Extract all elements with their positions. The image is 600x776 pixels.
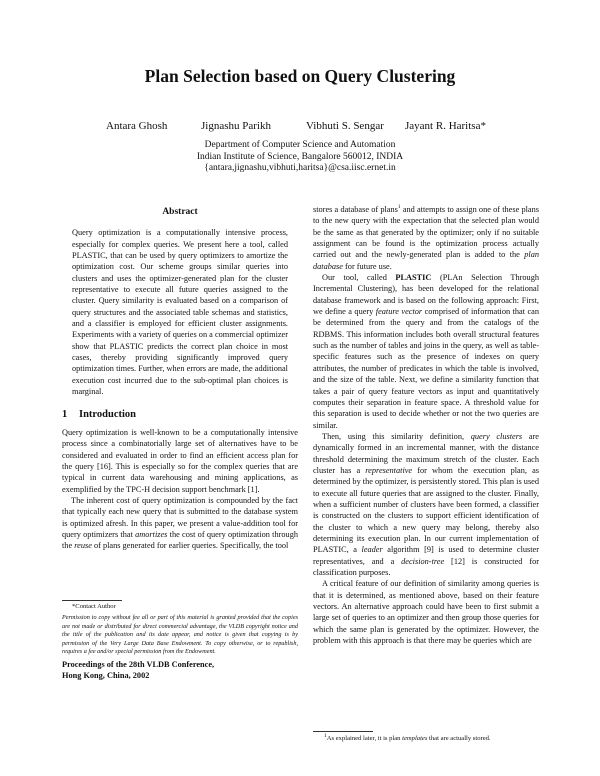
text-run: Query optimization is well-known to be a computationally intensive process since a combinatorially large set of alternatives have to be considered and evaluated in order to find an efficient access plan for the query [16]. This is especially so for the complex queries that are typical in current data warehousing and mining applications, as exemplified by the TPC-H decision support benchmark [1]. (62, 427, 298, 494)
emphasis: templates (402, 735, 428, 742)
emphasis: amortizes (135, 529, 168, 539)
text-run: (PLAn Selection Through Incremental Clustering), has been developed for the relational database framework and is based on the following approach: First, we define a query (313, 273, 539, 317)
section-heading (62, 409, 298, 420)
text-run: the cost of query optimization through the (62, 529, 298, 551)
proceedings (62, 659, 214, 681)
emphasis: reuse (74, 541, 92, 551)
intro-paragraph-1 (62, 427, 298, 495)
author-name: Antara Ghosh (106, 120, 168, 132)
author-name: Vibhuti S. Sengar (306, 120, 384, 132)
abstract-heading: Abstract (162, 207, 198, 217)
text-run: are dynamically formed in an incremental manner, with the distance threshold determining the maximum stretch of the cluster. Each cluster has a (313, 431, 539, 475)
abstract-text: Query optimization is a computationally intensive process, especially for complex queries. We present here a tool, called PLASTIC, that can be used by query optimizers to amortize the optimization cost. Our scheme groups similar queries into clusters and uses the optimizer-generated plan for the cluster representative to execute all future queries assigned to the cluster. Query similarity is evaluated based on a comparison of query structures and the associated table schemas and statistics, and a classifier is employed for efficient cluster assignments. Experiments with a variety of queries on a commercial optimizer show that PLASTIC predicts the correct plan choice in most cases, thereby providing significantly improved query optimization times. Further, when errors are made, the additional execution cost incurred due to the sub-optimal plan choices is marginal. (72, 228, 288, 397)
emphasis: representative (365, 465, 413, 475)
text-run: As explained later, it is plan (326, 735, 403, 742)
tool-name: PLASTIC (395, 273, 432, 283)
section-title: Introduction (79, 408, 136, 420)
text-run: comprised of information that can be determined from the query and from the catalogs of the RDBMS. This information includes both overall structural features such as the number of tables and joins in the query, as well as table-specific features such as the presence of indexes on query attributes, the number of predicates in which the table is involved, and the size of the table. Next, we define a similarity function that takes a pair of query feature vectors as input and quantitatively computes their separation in feature space. A threshold value for this separation is used to decide whether or not the two queries are similar. (313, 307, 539, 430)
text-run: [12] is constructed for classification purposes. (313, 556, 539, 577)
author-name: Jignashu Parikh (201, 120, 271, 132)
author-name: Jayant R. Haritsa* (405, 120, 486, 132)
paper-title: Plan Selection based on Query Clustering (144, 66, 456, 86)
emphasis: decision-tree (401, 556, 445, 566)
section-number: 1 (62, 408, 68, 420)
emphasis: plan database (313, 250, 539, 271)
body-paragraph: A critical feature of our definition of similarity among queries is that it is determined, as mentioned above, based on their feature vectors. An alternative approach could have been to first submit a large set of queries to an optimizer and then group those queries for which the same plan is generated by the optimizer. However, the problem with this approach is that there may be queries which are (313, 579, 539, 646)
right-column (313, 204, 539, 646)
footnote-rule (313, 731, 373, 732)
proceedings-line: Hong Kong, China, 2002 (62, 671, 150, 680)
footnote-marker: 1 (397, 204, 401, 211)
text-run: and attempts to assign one of these plans to the new query with the expectation that the selected plan would be the same as that generated by the optimizer; only if no suitable assignment can be found is the optimization process actually carried out and the newly-generated plan is added to the (313, 205, 539, 260)
text-run: algorithm [9] is used to determine cluster representatives, and a (313, 545, 539, 566)
text-run: that are actually stored. (427, 735, 491, 742)
text-run: Then, using this similarity definition, (322, 431, 471, 441)
text-run: The inherent cost of query optimization is compounded by the fact that typically each new query that is submitted to the database system is optimized afresh. In this paper, we present a value-addition tool for query optimizers that (62, 495, 298, 539)
plans-footnote (324, 732, 540, 743)
body-paragraph (313, 431, 539, 578)
affiliation (0, 140, 600, 175)
footnote-rule (62, 600, 122, 601)
emphasis: feature vector (375, 307, 423, 317)
proceedings-line: Proceedings of the 28th VLDB Conference, (62, 660, 215, 669)
emphasis: query clusters (470, 431, 523, 441)
affiliation-line: Indian Institute of Science, Bangalore 560012, INDIA (196, 151, 404, 162)
text-run: Our tool, called (322, 273, 396, 283)
body-paragraph (313, 204, 539, 272)
text-run: for future use. (342, 261, 392, 271)
text-run: stores a database of plans (313, 205, 398, 214)
text-run: for whom the execution plan, as determined by the optimizer, is persistently stored. This plan is used to execute all future queries that are assigned to the cluster. Finally, when a sufficient number of clusters have been formed, a classifier is constructed on the clusters to support efficient identification of the cluster to which a new query may belong, thereby also determining its execution plan. In our current implementation of PLASTIC, a (313, 465, 539, 555)
affiliation-email: {antara,jignashu,vibhuti,haritsa}@csa.iisc.ernet.in (204, 163, 396, 173)
body-paragraph (313, 272, 539, 431)
permission-notice: Permission to copy without fee all or part of this material is granted provided that the copies are not made or distributed for direct commercial advantage, the VLDB copyright notice and the title of the publication and its date appear, and notice is given that copying is by permission of the Very Large Data Base Endowment. To copy otherwise, or to republish, requires a fee and/or special permission from the Endowment. (62, 614, 298, 656)
emphasis: leader (361, 545, 383, 555)
text-run: of plans generated for earlier queries. Specifically, the tool (91, 541, 289, 551)
left-column (62, 205, 298, 552)
intro-paragraph-2 (62, 495, 298, 552)
affiliation-line: Department of Computer Science and Automation (204, 140, 396, 150)
footnote-marker: 1 (324, 732, 327, 739)
abstract-body (72, 227, 288, 397)
contact-footnote: *Contact Author (72, 603, 116, 610)
